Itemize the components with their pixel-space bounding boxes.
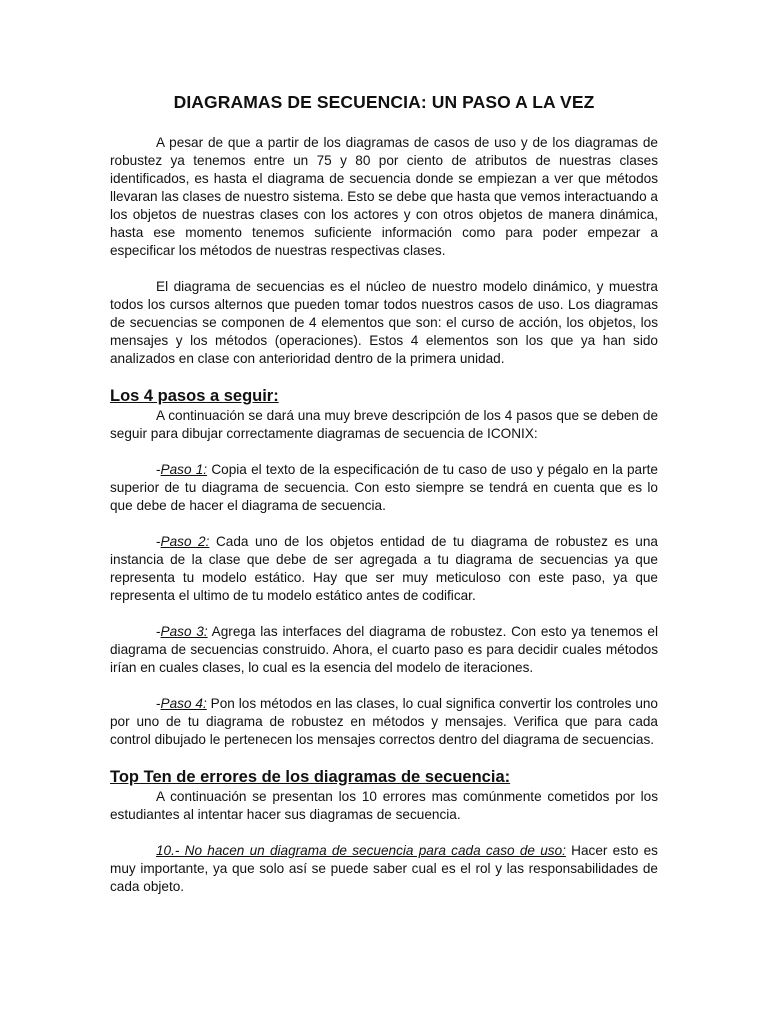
intro-paragraph-2: El diagrama de secuencias es el núcleo de nuestro modelo dinámico, y muestra todos los cursos alternos que pueden tomar todos nuestros casos de uso. Los diagramas de secuencias se componen de 4 elementos que son: el curso de acción, los objetos, los mensajes y los métodos (operaciones). Estos 4 elementos son los que ya han sido analizados en clase con anterioridad dentro de la primera unidad. xyxy=(110,279,658,366)
step-2-text: Cada uno de los objetos entidad de tu diagrama de robustez es una instancia de la clase que debe de ser agregada a tu diagrama de secuencias ya que representa tu modelo estático. Hay que ser muy meticuloso con este paso, ya que representa el ultimo de tu modelo estático antes de codificar. xyxy=(110,534,658,603)
step-1-prefix: - xyxy=(156,462,161,477)
steps-intro: A continuación se dará una muy breve descripción de los 4 pasos que se deben de seguir para dibujar correctamente diagramas de secuencia de ICONIX: xyxy=(110,408,658,441)
step-4-paragraph xyxy=(110,695,658,749)
step-3-paragraph xyxy=(110,623,658,677)
step-3-prefix: - xyxy=(156,624,161,639)
step-1-paragraph xyxy=(110,461,658,515)
step-4-label: Paso 4: xyxy=(160,696,207,711)
intro-paragraph-1: A pesar de que a partir de los diagramas de casos de uso y de los diagramas de robustez ya tenemos entre un 75 y 80 por ciento de atributos de nuestras clases identificados, es hasta el diagrama de secuencia donde se empiezan a ver que métodos llevaran las clases de nuestro sistema. Esto se debe que hasta que vemos interactuando a los objetos de nuestras clases con los actores y con otros objetos de manera dinámica, hasta ese momento tenemos suficiente información como para poder empezar a especificar los métodos de nuestras respectivas clases. xyxy=(110,135,658,258)
step-4-prefix: - xyxy=(156,696,161,711)
step-2-prefix: - xyxy=(156,534,161,549)
errors-heading: Top Ten de errores de los diagramas de secuencia: xyxy=(110,768,511,786)
error-10-label: 10.- No hacen un diagrama de secuencia para cada caso de uso: xyxy=(156,843,566,858)
step-3-text: Agrega las interfaces del diagrama de robustez. Con esto ya tenemos el diagrama de secuencias construido. Ahora, el cuarto paso es para decidir cuales métodos irían en cuales clases, lo cual es la esencia del modelo de iteraciones. xyxy=(110,624,658,675)
document-title: DIAGRAMAS DE SECUENCIA: UN PASO A LA VEZ xyxy=(173,92,595,112)
error-10-paragraph xyxy=(110,842,658,896)
step-3-label: Paso 3: xyxy=(160,624,208,639)
errors-intro: A continuación se presentan los 10 errores mas comúnmente cometidos por los estudiantes al intentar hacer sus diagramas de secuencia. xyxy=(110,789,658,822)
step-2-paragraph xyxy=(110,533,658,605)
step-1-text: Copia el texto de la especificación de tu caso de uso y pégalo en la parte superior de tu diagrama de secuencia. Con esto siempre se tendrá en cuenta que es lo que debe de hacer el diagrama de secuencia. xyxy=(110,462,658,513)
step-2-label: Paso 2: xyxy=(160,534,210,549)
steps-heading: Los 4 pasos a seguir: xyxy=(110,387,279,405)
step-4-text: Pon los métodos en las clases, lo cual significa convertir los controles uno por uno de tu diagrama de robustez en métodos y mensajes. Verifica que para cada control dibujado le pertenecen los mensajes correctos dentro del diagrama de secuencias. xyxy=(110,696,658,747)
step-1-label: Paso 1: xyxy=(160,462,208,477)
error-10-text: Hacer esto es muy importante, ya que solo así se puede saber cual es el rol y las responsabilidades de cada objeto. xyxy=(110,843,658,894)
